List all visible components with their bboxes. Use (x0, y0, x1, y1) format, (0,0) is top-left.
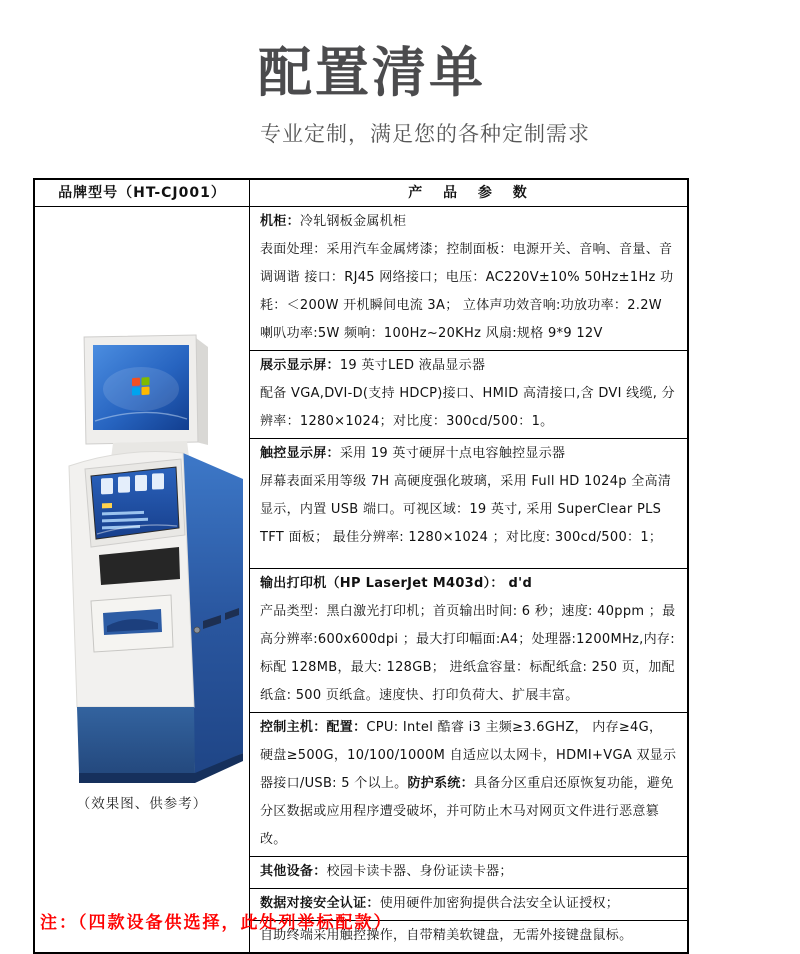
kiosk-product-image (55, 333, 247, 788)
spec-text: 校园卡读卡器、身份证读卡器； (326, 864, 513, 879)
page-title: 配置清单 (258, 41, 486, 104)
page-subtitle: 专业定制，满足您的各种定制需求 (260, 122, 590, 146)
spec-term: 机柜： (260, 214, 300, 229)
spec-row (250, 351, 687, 439)
spec-term: 防护系统： (407, 776, 474, 791)
spec-row (250, 439, 687, 569)
spec-text: 产品类型：黑白激光打印机；首页输出时间: 6 秒；速度: 40ppm ；最高分辨率:600x600dpi ；最大打印幅面:A4；处理器:1200MHz,内存:标配 128MB，最大: 128GB； 进纸盒容量：标配纸盒: 250 页，加配纸盒: 500 页纸盒。速度快、打印负荷大、扩展丰富。 (260, 604, 676, 703)
spec-text: 19 英寸LED 液晶显示器 (339, 358, 486, 373)
spec-row (250, 713, 687, 857)
spec-row (250, 569, 687, 713)
brand-model-header: 品牌型号（HT-CJ001） (35, 180, 249, 207)
spec-text: 自助终端采用触控操作，自带精美软键盘，无需外接键盘鼠标。 (260, 928, 633, 943)
spec-text: CPU: Intel 酷睿 i3 主频≥3.6GHZ， 内存≥4G， 硬盘≥500G，10/100/1000M 自适应以太网卡，HDMI+VGA 双显示器接口/USB: 5 个以上。 (260, 720, 677, 791)
product-image-cell (35, 207, 249, 952)
spec-term: 输出打印机（HP LaserJet M403d）： d'd (260, 576, 533, 591)
spec-row (250, 857, 687, 889)
spec-table (33, 178, 689, 954)
spec-text: 屏幕表面采用等级 7H 高硬度强化玻璃，采用 Full HD 1024p 全高清显示，内置 USB 端口。可视区域：19 英寸, 采用 SuperClear PLS TFT 面板； 最佳分辨率: 1280×1024 ；对比度: 300cd/500：1； (260, 474, 672, 545)
spec-term: 数据对接安全认证： (260, 896, 380, 911)
spec-term: 其他设备： (260, 864, 327, 879)
spec-term: 触控显示屏： (260, 446, 340, 461)
spec-rows (250, 207, 687, 952)
params-column (250, 180, 687, 952)
image-caption: （效果图、供参考） (76, 796, 208, 812)
spec-text: 冷轧钢板金属机柜 (299, 214, 407, 229)
lock-icon (194, 627, 200, 633)
touch-screen (91, 467, 179, 539)
spec-term: 控制主机：配置： (260, 720, 367, 735)
spec-text: 使用硬件加密狗提供合法安全认证授权； (379, 896, 620, 911)
product-params-header: 产 品 参 数 (250, 180, 687, 207)
spec-text: 表面处理：采用汽车金属烤漆；控制面板：电源开关、音响、音量、音调调谐 接口：RJ45 网络接口；电压：AC220V±10% 50Hz±1Hz 功耗：＜200W 开机瞬间电流 3A； 立体声功效音响:功放功率：2.2W 喇叭功率:5W 频响：100Hz~20KHz 风扇:规格 9*9 12V (260, 242, 674, 341)
footnote: 注：（四款设备供选择，此处列举标配款） (40, 913, 393, 933)
display-monitor (84, 335, 208, 445)
spec-text: 采用 19 英寸硬屏十点电容触控显示器 (339, 446, 566, 461)
page-header (258, 42, 590, 148)
printer-slot (91, 595, 173, 652)
spec-term: 展示显示屏： (260, 358, 340, 373)
spec-text: 具备分区重启还原恢复功能，避免分区数据或应用程序遭受破坏，并可防止木马对网页文件进行恶意篡改。 (260, 776, 674, 847)
spec-text: 配备 VGA,DVI-D(支持 HDCP)接口、HMID 高清接口,含 DVI 线缆, 分辨率：1280×1024；对比度：300cd/500：1。 (260, 386, 675, 429)
spec-row (250, 207, 687, 351)
brand-column (35, 180, 250, 952)
